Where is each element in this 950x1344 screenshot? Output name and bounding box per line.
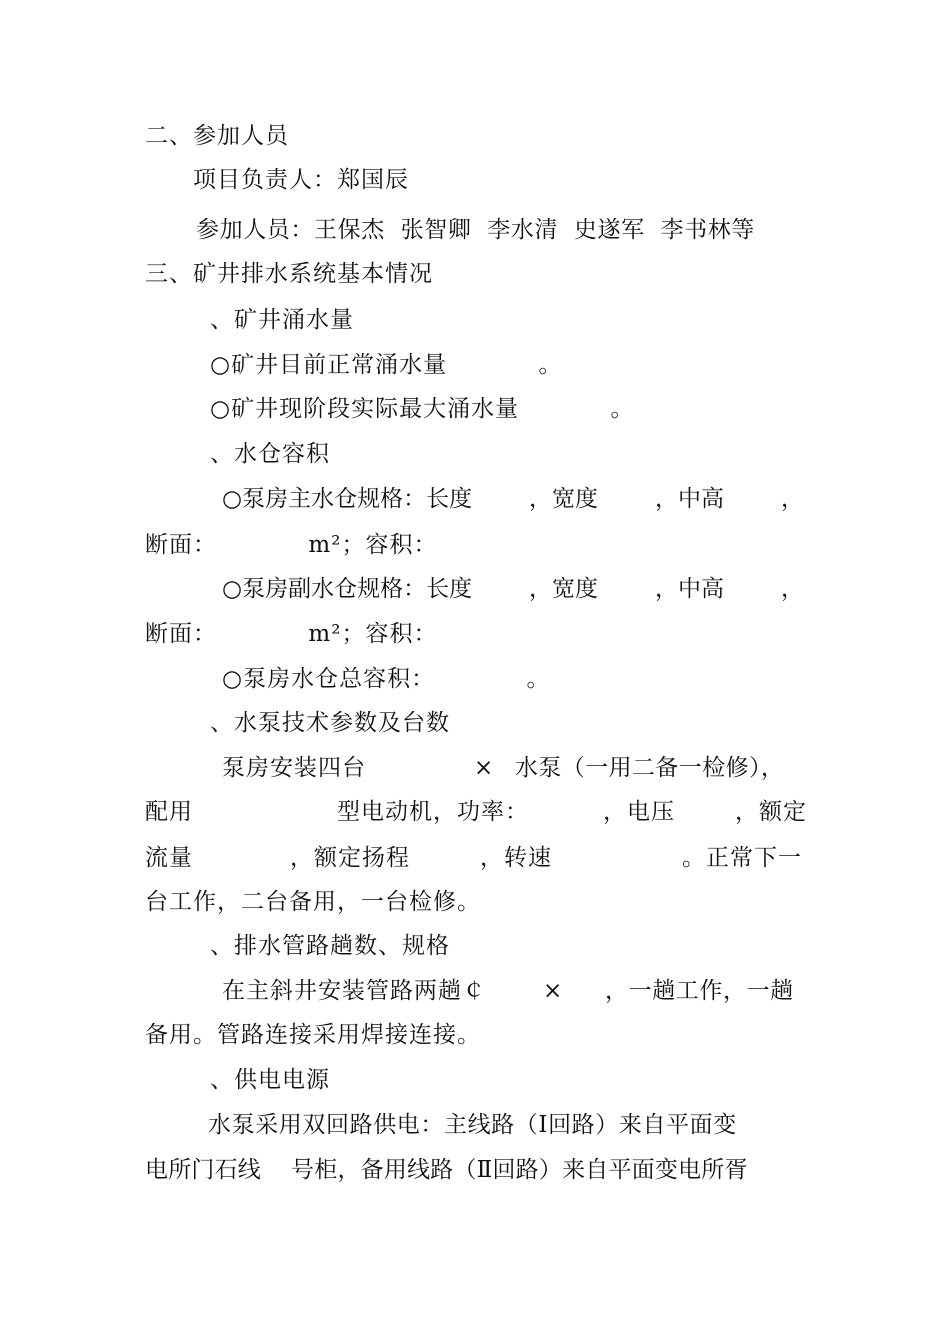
aux-sump-section: 断面： m²；容积： [145,621,438,647]
subheading-pipe: 、排水管路趟数、规格 [210,933,450,959]
pump-line1-b: × [474,755,495,781]
pump-line3-d: 。正常下一 [682,845,802,871]
pump-line2-a: 配用 [145,799,193,825]
pump-line4: 台工作，二台备用，一台检修。 [145,889,481,915]
aux-sump-spec [222,574,804,604]
section-heading-drainage: 三、矿井排水系统基本情况 [145,261,433,287]
inflow-normal: ○矿井目前正常涌水量 。 [210,352,563,378]
aux-sump-height: ，中高 [655,576,725,602]
main-sump-width: ，宽度 [529,486,599,512]
pipe-line2: 备用。管路连接采用焊接连接。 [145,1022,481,1048]
main-sump-spec [222,484,804,514]
subheading-pump: 、水泵技术参数及台数 [210,710,450,736]
main-sump-section: 断面： m²；容积： [145,532,438,558]
main-sump-length: ○泵房主水仓规格：长度 [222,486,473,512]
aux-sump-end: ， [780,576,804,602]
aux-sump-length: ○泵房副水仓规格：长度 [222,576,473,602]
power-line2: 电所门石线 号柜，备用线路（Ⅱ回路）来自平面变电所胥 [145,1157,748,1183]
pump-line3-b: ，额定扬程 [290,845,410,871]
pipe-line1-c: ，一趟工作，一趟 [605,978,794,1004]
total-sump-volume: ○泵房水仓总容积： 。 [222,666,551,692]
main-sump-end: ， [780,486,804,512]
pump-line1-c: 水泵（一用二备一检修）， [515,755,785,781]
power-line1: 水泵采用双回路供电：主线路（Ⅰ回路）来自平面变 [208,1112,737,1138]
pipe-line1-b: × [543,978,564,1004]
inflow-max: ○矿井现阶段实际最大涌水量 。 [210,396,635,422]
pump-line2-c: ，电压 [603,799,675,825]
project-leader: 项目负责人：郑国辰 [193,167,409,193]
pump-line3-c: ，转速 [480,845,552,871]
pump-line2-b: 型电动机，功率： [337,799,529,825]
section-heading-participants: 二、参加人员 [145,123,289,149]
pump-line3-a: 流量 [145,845,193,871]
participant-list: 参加人员：王保杰 张智卿 李水清 史遂军 李书林等 [196,217,755,243]
subheading-power: 、供电电源 [210,1067,330,1093]
subheading-inflow: 、矿井涌水量 [210,307,354,333]
pump-line2-d: ，额定 [735,799,807,825]
pump-line1-a: 泵房安装四台 [222,755,366,781]
main-sump-height: ，中高 [655,486,725,512]
pipe-line1-a: 在主斜井安装管路两趟￠ [222,978,486,1004]
subheading-sump: 、水仓容积 [210,441,330,467]
aux-sump-width: ，宽度 [529,576,599,602]
